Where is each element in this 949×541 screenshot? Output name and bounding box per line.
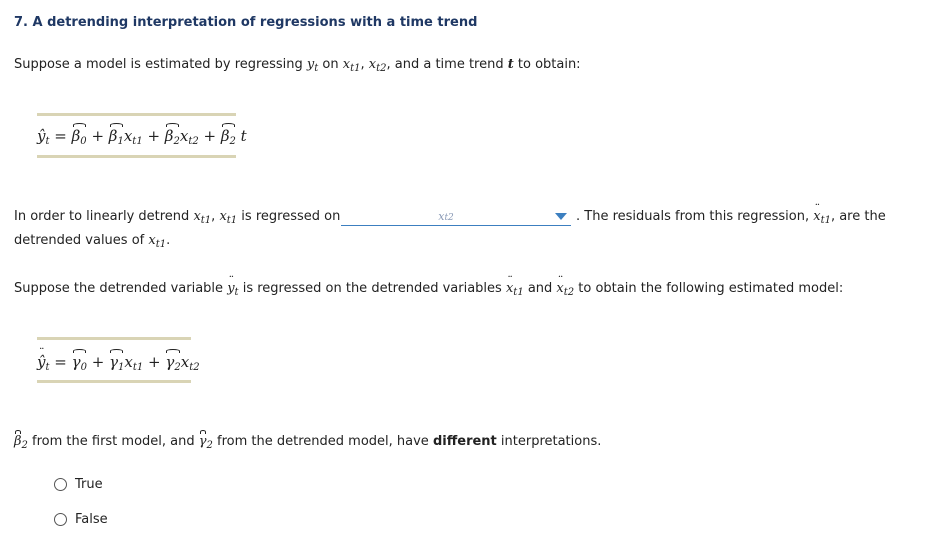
detrended-model-equation: ·· $ŷ_t = \gamma_0 + \gamma_1x_{t1} + \gamma_2x_{t2}$ xyxy=(37,337,191,383)
detrend-text-line1: In order to linearly detrend $x_{t1}$, $x_{t1}$ is regressed on xyxy=(14,209,341,226)
true-radio[interactable] xyxy=(54,478,67,491)
false-radio[interactable] xyxy=(54,513,67,526)
first-model-equation: $ŷ_t = \beta_0 + \beta_1x_{t1} + \beta_2x_{t2} + \beta_2$ t xyxy=(37,113,236,158)
statement-text: $\beta_2$ from the first model, and $\gamma_2$ from the detrended model, have different interpretations. xyxy=(14,434,602,451)
dropdown-arrow-icon xyxy=(555,213,567,220)
dropdown-selected-value: xt2 xyxy=(438,210,454,223)
second-model-text: Suppose the detrended variable ·· $y_t$ is regressed on the detrended variables ·· $x_{t1}$ and ·· $x_{t2}$ to obtain the following estimated model: xyxy=(14,281,843,298)
detrend-text-continuation: . The residuals from this regression, ·· $x_{t1}$, are the xyxy=(576,209,886,226)
false-option-label[interactable]: False xyxy=(75,512,108,527)
regressor-dropdown[interactable] xyxy=(341,207,571,226)
intro-text: Suppose a model is estimated by regressing $y_t$ on $x_{t1}$, $x_{t2}$, and a time trend t to obtain: xyxy=(14,57,581,74)
question-title: 7. A detrending interpretation of regressions with a time trend xyxy=(14,15,478,30)
true-option-label[interactable]: True xyxy=(75,477,103,492)
detrend-text-line2: detrended values of $x_{t1}$. xyxy=(14,233,171,250)
